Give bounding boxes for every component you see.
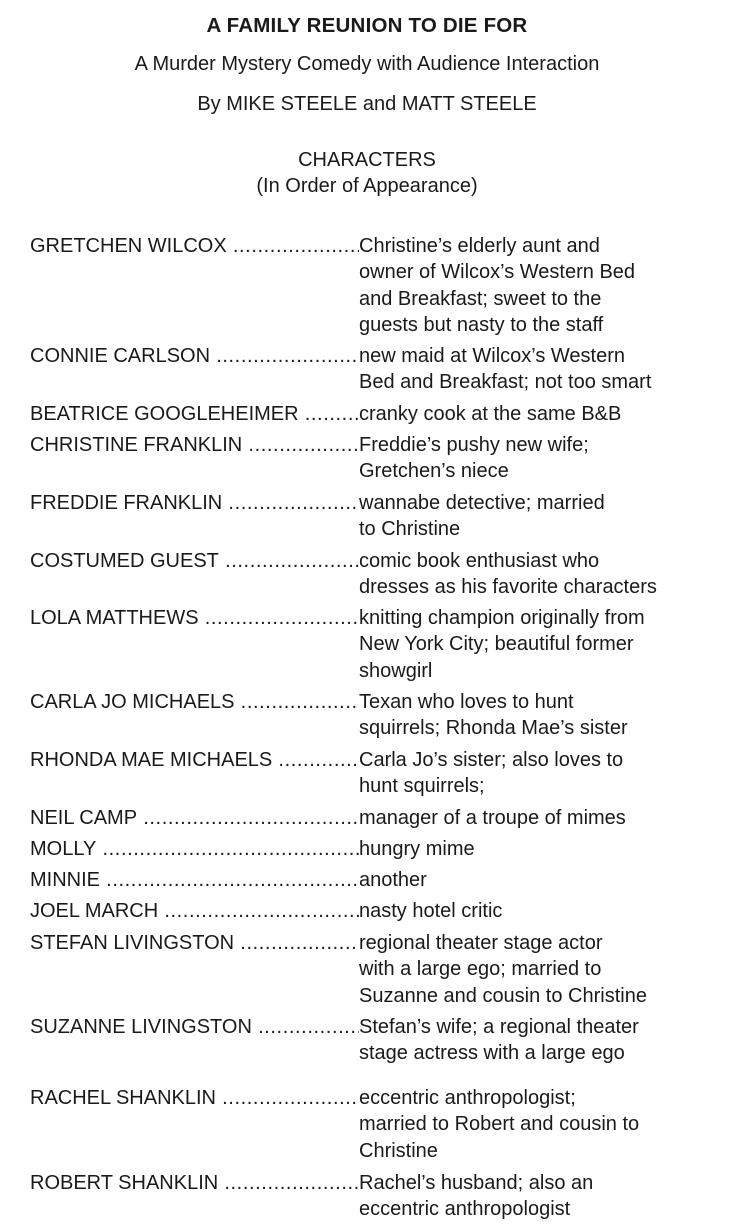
character-name: STEFAN LIVINGSTON ..... bbox=[30, 930, 359, 957]
play-subtitle: A Murder Mystery Comedy with Audience Interaction bbox=[134, 53, 600, 75]
character-name: MOLLY ..... bbox=[30, 836, 359, 863]
character-name: RHONDA MAE MICHAELS ..... bbox=[30, 747, 359, 774]
character-name: CHRISTINE FRANKLIN ..... bbox=[30, 432, 359, 459]
character-name: RACHEL SHANKLIN ..... bbox=[30, 1085, 359, 1112]
character-description: comic book enthusiast who dresses as his favorite characters bbox=[359, 550, 657, 599]
character-name: MINNIE ..... bbox=[30, 867, 359, 894]
character-description: wannabe detective; married to Christine bbox=[359, 492, 605, 541]
character-description: manager of a troupe of mimes bbox=[359, 807, 626, 829]
character-description: Carla Jo’s sister; also loves to hunt squirrels; bbox=[359, 749, 624, 798]
character-name: JOEL MARCH ..... bbox=[30, 898, 359, 925]
character-description: knitting champion originally from New York City; beautiful former showgirl bbox=[359, 607, 645, 682]
play-title: A FAMILY REUNION TO DIE FOR bbox=[206, 14, 528, 37]
play-byline: By MIKE STEELE and MATT STEELE bbox=[197, 93, 537, 115]
character-description: regional theater stage actor with a large ego; married to Suzanne and cousin to Christine bbox=[359, 932, 647, 1007]
character-name: SUZANNE LIVINGSTON ..... bbox=[30, 1014, 359, 1041]
character-name: CONNIE CARLSON ..... bbox=[30, 343, 359, 370]
character-name: BEATRICE GOOGLEHEIMER ..... bbox=[30, 401, 359, 428]
characters-subheading: (In Order of Appearance) bbox=[256, 175, 478, 197]
character-name: NEIL CAMP ..... bbox=[30, 805, 359, 832]
character-name: GRETCHEN WILCOX ..... bbox=[30, 233, 359, 260]
character-description: Rachel’s husband; also an eccentric anthropologist bbox=[359, 1172, 594, 1221]
character-name: COSTUMED GUEST ..... bbox=[30, 548, 359, 575]
character-description: hungry mime bbox=[359, 838, 475, 860]
character-name: CARLA JO MICHAELS ..... bbox=[30, 689, 359, 716]
character-description: eccentric anthropologist; married to Robert and cousin to Christine bbox=[359, 1087, 640, 1162]
character-description: Christine’s elderly aunt and owner of Wilcox’s Western Bed and Breakfast; sweet to the guests but nasty to the staff bbox=[359, 235, 636, 336]
characters-heading: CHARACTERS bbox=[298, 149, 436, 171]
character-description: new maid at Wilcox’s Western Bed and Breakfast; not too smart bbox=[359, 345, 652, 394]
character-description: nasty hotel critic bbox=[359, 900, 503, 922]
character-name: FREDDIE FRANKLIN ..... bbox=[30, 490, 359, 517]
character-description: cranky cook at the same B&B bbox=[359, 403, 622, 425]
character-description: Freddie’s pushy new wife; Gretchen’s niece bbox=[359, 434, 589, 483]
character-description: Stefan’s wife; a regional theater stage actress with a large ego bbox=[359, 1016, 639, 1065]
character-description: another bbox=[359, 869, 427, 891]
character-name: ROBERT SHANKLIN ..... bbox=[30, 1170, 359, 1197]
character-name: LOLA MATTHEWS ..... bbox=[30, 605, 359, 632]
character-description: Texan who loves to hunt squirrels; Rhonda Mae’s sister bbox=[359, 691, 628, 740]
